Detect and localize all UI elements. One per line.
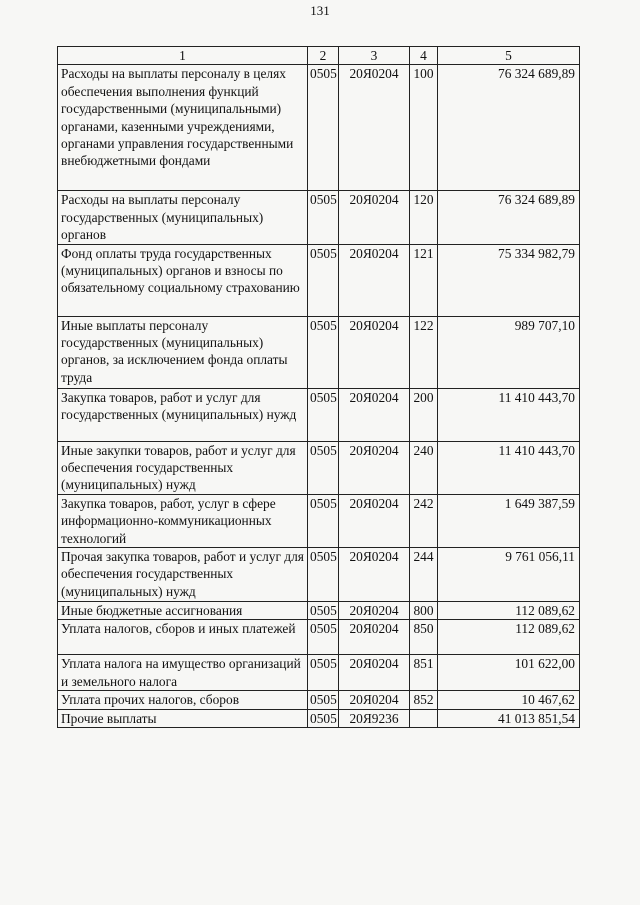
table-row [58,620,580,655]
row-sum: 9 761 056,11 [438,548,580,602]
row-section: 0505 [308,388,339,441]
table-row [58,244,580,316]
table-row [58,602,580,620]
row-vr: 120 [410,191,438,244]
row-csr: 20Я0204 [339,548,410,602]
row-sum: 76 324 689,89 [438,65,580,191]
row-sum: 112 089,62 [438,620,580,655]
column-header: 2 [308,47,339,65]
row-sum: 989 707,10 [438,316,580,388]
row-vr: 240 [410,441,438,494]
table-row [58,441,580,494]
row-csr: 20Я0204 [339,388,410,441]
table-row [58,316,580,388]
row-sum: 101 622,00 [438,655,580,691]
row-vr: 121 [410,244,438,316]
row-section: 0505 [308,620,339,655]
budget-table [57,46,580,728]
row-sum: 75 334 982,79 [438,244,580,316]
row-sum: 112 089,62 [438,602,580,620]
row-vr: 122 [410,316,438,388]
column-header: 3 [339,47,410,65]
row-csr: 20Я0204 [339,494,410,547]
table-row [58,388,580,441]
row-csr: 20Я0204 [339,602,410,620]
row-name: Уплата налога на имущество организаций и земельного налога [58,655,308,691]
table-header-row [58,47,580,65]
row-sum: 76 324 689,89 [438,191,580,244]
row-section: 0505 [308,548,339,602]
row-section: 0505 [308,441,339,494]
row-sum: 10 467,62 [438,691,580,709]
row-vr: 851 [410,655,438,691]
row-name: Уплата прочих налогов, сборов [58,691,308,709]
row-sum: 11 410 443,70 [438,441,580,494]
row-section: 0505 [308,709,339,727]
row-vr: 244 [410,548,438,602]
row-csr: 20Я0204 [339,316,410,388]
row-name: Фонд оплаты труда государственных (муниципальных) органов и взносы по обязательному социальному страхованию [58,244,308,316]
row-vr: 800 [410,602,438,620]
row-csr: 20Я0204 [339,655,410,691]
page-number: 131 [310,3,330,18]
row-name: Иные бюджетные ассигнования [58,602,308,620]
row-name: Иные закупки товаров, работ и услуг для обеспечения государственных (муниципальных) нужд [58,441,308,494]
row-sum: 11 410 443,70 [438,388,580,441]
row-section: 0505 [308,65,339,191]
row-csr: 20Я0204 [339,65,410,191]
row-sum: 1 649 387,59 [438,494,580,547]
row-name: Закупка товаров, работ, услуг в сфере информационно-коммуникационных технологий [58,494,308,547]
row-section: 0505 [308,316,339,388]
row-section: 0505 [308,244,339,316]
table-row [58,65,580,191]
row-section: 0505 [308,494,339,547]
row-section: 0505 [308,691,339,709]
row-csr: 20Я0204 [339,244,410,316]
row-vr: 200 [410,388,438,441]
row-sum: 41 013 851,54 [438,709,580,727]
row-name: Уплата налогов, сборов и иных платежей [58,620,308,655]
row-name: Прочая закупка товаров, работ и услуг для обеспечения государственных (муниципальных) нужд [58,548,308,602]
column-header: 4 [410,47,438,65]
table-row [58,548,580,602]
table-row [58,691,580,709]
row-name: Закупка товаров, работ и услуг для государственных (муниципальных) нужд [58,388,308,441]
row-csr: 20Я0204 [339,691,410,709]
row-name: Расходы на выплаты персоналу в целях обеспечения выполнения функций государственными (муниципальными) органами, казенными учреждениями, органами управления государственными внебюджетными фондами [58,65,308,191]
table-row [58,494,580,547]
row-csr: 20Я9236 [339,709,410,727]
row-vr [410,709,438,727]
table-row [58,655,580,691]
row-section: 0505 [308,602,339,620]
row-vr: 242 [410,494,438,547]
row-vr: 852 [410,691,438,709]
row-csr: 20Я0204 [339,441,410,494]
row-name: Расходы на выплаты персоналу государственных (муниципальных) органов [58,191,308,244]
column-header: 1 [58,47,308,65]
row-section: 0505 [308,191,339,244]
row-name: Иные выплаты персоналу государственных (муниципальных) органов, за исключением фонда оплаты труда [58,316,308,388]
row-csr: 20Я0204 [339,620,410,655]
row-vr: 850 [410,620,438,655]
table-row [58,709,580,727]
column-header: 5 [438,47,580,65]
row-section: 0505 [308,655,339,691]
table-row [58,191,580,244]
row-vr: 100 [410,65,438,191]
row-name: Прочие выплаты [58,709,308,727]
row-csr: 20Я0204 [339,191,410,244]
